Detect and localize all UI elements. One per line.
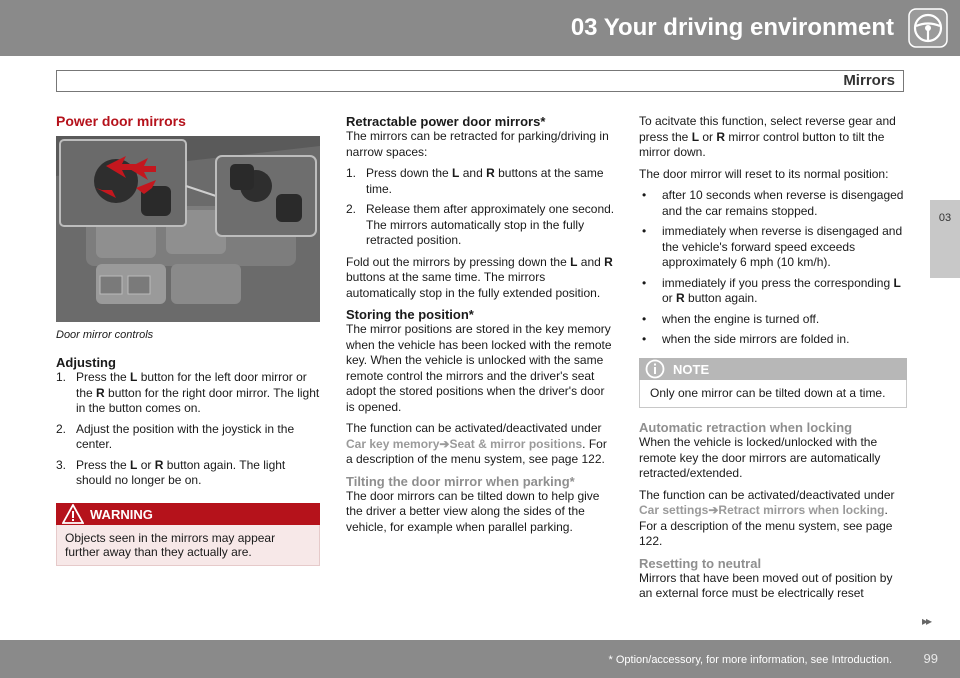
menu-path-car-settings: Car settings: [639, 503, 709, 517]
list-item: 2. Adjust the position with the joystick in the center.: [56, 421, 295, 451]
warning-triangle-icon: [62, 504, 84, 524]
activate-tilt-paragraph: To acitvate this function, select reverse gear and press the L or R mirror control button to tilt the mirror down.: [639, 114, 896, 159]
menu-path-car-key-memory: Car key memory: [346, 436, 440, 451]
resetting-neutral-paragraph: Mirrors that have been moved out of position by an external force must be electrically reset: [639, 570, 893, 600]
list-item: • immediately when reverse is disengaged and the vehicle's forward speed exceeds approximately 6 mph (10 km/h).: [642, 224, 903, 269]
steering-wheel-icon: [908, 8, 948, 48]
continue-arrows-icon: ▸▸: [922, 614, 931, 628]
list-item: • after 10 seconds when reverse is disengaged and the car remains stopped.: [642, 188, 904, 218]
warning-label: WARNING: [90, 506, 153, 522]
warning-header: [56, 503, 320, 525]
storing-position-heading: Storing the position*: [346, 307, 474, 322]
resetting-neutral-heading: Resetting to neutral: [639, 555, 762, 571]
list-item: 1. Press down the L and R buttons at the same time.: [346, 166, 604, 196]
power-door-mirrors-heading: Power door mirrors: [56, 113, 186, 129]
adjusting-steps: [56, 370, 320, 489]
chapter-tab-label: 03: [938, 212, 952, 224]
foldout-paragraph: Fold out the mirrors by pressing down the L and R buttons at the same time. The mirrors automatically stop in the fully extended position.: [346, 254, 613, 300]
section-bar: [56, 70, 904, 92]
page-number: 99: [923, 651, 938, 666]
list-item: 3. Press the L or R button again. The light should no longer be on.: [56, 457, 286, 487]
reset-intro: The door mirror will reset to its normal position:: [639, 166, 889, 181]
retract-intro: The mirrors can be retracted for parking/driving in narrow spaces:: [346, 129, 609, 159]
adjusting-heading: Adjusting: [56, 355, 116, 370]
chapter-header: [0, 0, 960, 56]
reset-conditions: [639, 188, 907, 348]
auto-retraction-paragraph: When the vehicle is locked/unlocked with the remote key the door mirrors are automatically retracted/extended.: [639, 435, 881, 480]
list-item: • when the engine is turned off.: [642, 311, 820, 326]
mirror-controls-illustration: [56, 136, 320, 322]
column-2: [346, 114, 616, 541]
info-icon: [645, 359, 665, 379]
note-text: Only one mirror can be tilted down at a time.: [639, 380, 907, 409]
retract-steps: [346, 166, 616, 249]
footer-note: * Option/accessory, for more information, see Introduction.: [608, 654, 892, 666]
menu-path-seat-mirror: Seat & mirror positions: [449, 436, 583, 451]
section-title: Mirrors: [843, 72, 895, 89]
chapter-tab: [930, 200, 960, 278]
auto-activate-paragraph: The function can be activated/deactivated under Car settings➔Retract mirrors when locking. For a description of the menu system, see page 122.: [639, 487, 895, 548]
column-1: [56, 114, 320, 566]
retractable-mirrors-heading: Retractable power door mirrors*: [346, 114, 546, 129]
column-3: [639, 114, 907, 608]
menu-path-retract-mirrors: Retract mirrors when locking: [718, 503, 885, 517]
chapter-title: 03 Your driving environment: [570, 14, 894, 41]
activate-paragraph: The function can be activated/deactivated under Car key memory➔Seat & mirror positions. For a description of the menu system, see page 122.: [346, 421, 607, 466]
note-label: NOTE: [673, 361, 710, 377]
storing-paragraph: The mirror positions are stored in the key memory when the vehicle has been locked with the remote key. When the vehicle is unlocked with the same remote control the mirrors and the driver's seat adopt the stored positions when the driver's door is opened.: [346, 322, 612, 414]
list-item: • when the side mirrors are folded in.: [642, 332, 850, 346]
tilting-paragraph: The door mirrors can be tilted down to help give the driver a better view along the sides of the vehicle, for example when parallel parking.: [346, 488, 600, 534]
door-mirror-controls-image: [56, 136, 320, 322]
list-item: 2. Release them after approximately one second. The mirrors automatically stop in the fully retracted position.: [346, 202, 615, 247]
warning-text: Objects seen in the mirrors may appear further away than they actually are.: [56, 525, 320, 566]
auto-retraction-heading: Automatic retraction when locking: [639, 420, 853, 435]
tilting-heading: Tilting the door mirror when parking*: [346, 473, 575, 489]
note-header: [639, 358, 907, 380]
list-item: 1. Press the L button for the left door mirror or the R button for the right door mirror. The light in the button comes on.: [56, 370, 320, 415]
page-footer: [0, 640, 960, 678]
list-item: • immediately if you press the corresponding L or R button again.: [642, 275, 901, 305]
image-caption: Door mirror controls: [56, 328, 154, 341]
